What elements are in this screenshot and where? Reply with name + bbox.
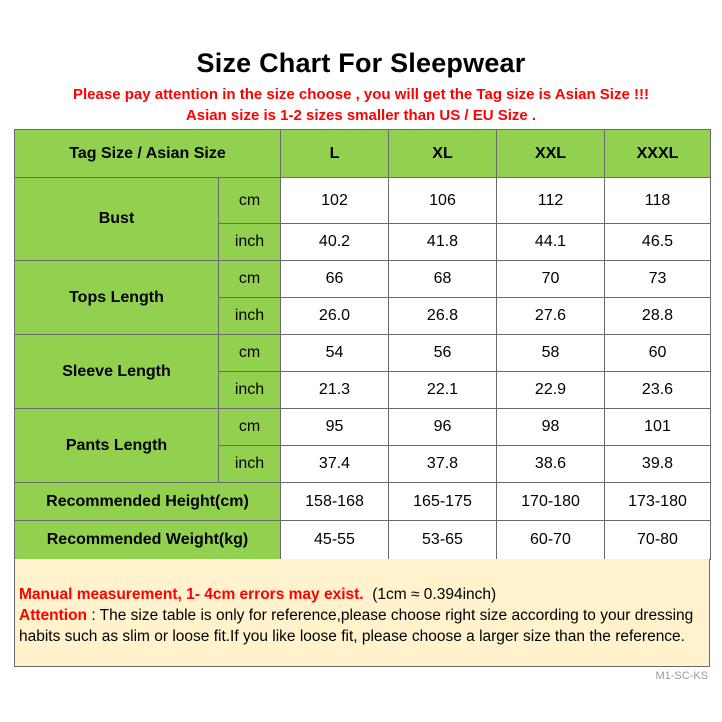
row-label-tops-length: Tops Length bbox=[15, 261, 219, 335]
table-cell: 68 bbox=[389, 261, 497, 298]
table-cell: 170-180 bbox=[497, 483, 605, 521]
table-cell: 26.0 bbox=[281, 298, 389, 335]
table-cell: 66 bbox=[281, 261, 389, 298]
table-cell: 37.4 bbox=[281, 446, 389, 483]
table-cell: 58 bbox=[497, 335, 605, 372]
attention-label: Attention bbox=[19, 607, 88, 624]
table-cell: 41.8 bbox=[389, 224, 497, 261]
product-code: M1-SC-KS bbox=[655, 670, 708, 682]
unit-cm: cm bbox=[219, 178, 281, 224]
unit-inch: inch bbox=[219, 372, 281, 409]
unit-inch: inch bbox=[219, 298, 281, 335]
table-cell: 106 bbox=[389, 178, 497, 224]
table-row bbox=[15, 261, 711, 298]
warning-asian-size: Please pay attention in the size choose , you will get the Tag size is Asian Size !!! bbox=[73, 86, 649, 103]
table-row bbox=[15, 335, 711, 372]
table-row bbox=[15, 483, 711, 521]
header-size-label: Tag Size / Asian Size bbox=[15, 130, 281, 178]
table-cell: 70-80 bbox=[605, 521, 711, 560]
table-cell: 70 bbox=[497, 261, 605, 298]
table-cell: 102 bbox=[281, 178, 389, 224]
table-cell: 96 bbox=[389, 409, 497, 446]
row-label-recommended-weight: Recommended Weight(kg) bbox=[15, 521, 281, 560]
table-cell: 101 bbox=[605, 409, 711, 446]
table-cell: 23.6 bbox=[605, 372, 711, 409]
table-cell: 45-55 bbox=[281, 521, 389, 560]
notes-panel bbox=[14, 559, 710, 667]
table-cell: 27.6 bbox=[497, 298, 605, 335]
table-cell: 73 bbox=[605, 261, 711, 298]
size-table bbox=[14, 129, 711, 560]
table-cell: 37.8 bbox=[389, 446, 497, 483]
row-label-sleeve-length: Sleeve Length bbox=[15, 335, 219, 409]
unit-cm: cm bbox=[219, 261, 281, 298]
table-cell: 60 bbox=[605, 335, 711, 372]
table-cell: 118 bbox=[605, 178, 711, 224]
table-cell: 46.5 bbox=[605, 224, 711, 261]
table-cell: 39.8 bbox=[605, 446, 711, 483]
unit-inch: inch bbox=[219, 446, 281, 483]
table-cell: 38.6 bbox=[497, 446, 605, 483]
table-cell: 173-180 bbox=[605, 483, 711, 521]
table-cell: 56 bbox=[389, 335, 497, 372]
unit-inch: inch bbox=[219, 224, 281, 261]
conversion-note: (1cm ≈ 0.394inch) bbox=[372, 586, 497, 603]
row-label-pants-length: Pants Length bbox=[15, 409, 219, 483]
table-cell: 40.2 bbox=[281, 224, 389, 261]
table-cell: 22.9 bbox=[497, 372, 605, 409]
unit-cm: cm bbox=[219, 335, 281, 372]
header-size-xxl: XXL bbox=[497, 130, 605, 178]
table-row bbox=[15, 409, 711, 446]
table-cell: 158-168 bbox=[281, 483, 389, 521]
table-cell: 165-175 bbox=[389, 483, 497, 521]
header-size-xl: XL bbox=[389, 130, 497, 178]
table-cell: 22.1 bbox=[389, 372, 497, 409]
warning-size-difference: Asian size is 1-2 sizes smaller than US / EU Size . bbox=[185, 107, 537, 124]
table-cell: 44.1 bbox=[497, 224, 605, 261]
table-cell: 60-70 bbox=[497, 521, 605, 560]
unit-cm: cm bbox=[219, 409, 281, 446]
header-size-l: L bbox=[281, 130, 389, 178]
table-row bbox=[15, 178, 711, 224]
table-cell: 21.3 bbox=[281, 372, 389, 409]
table-cell: 28.8 bbox=[605, 298, 711, 335]
table-cell: 53-65 bbox=[389, 521, 497, 560]
table-cell: 54 bbox=[281, 335, 389, 372]
table-row bbox=[15, 521, 711, 560]
header-size-xxxl: XXXL bbox=[605, 130, 711, 178]
row-label-bust: Bust bbox=[15, 178, 219, 261]
attention-text: : The size table is only for reference,please choose right size according to your dressing habits such as slim or loose fit.If you like loose fit, please choose a larger size than the reference. bbox=[19, 607, 694, 645]
row-label-recommended-height: Recommended Height(cm) bbox=[15, 483, 281, 521]
table-cell: 95 bbox=[281, 409, 389, 446]
manual-measurement-note: Manual measurement, 1- 4cm errors may exist. bbox=[19, 586, 364, 603]
table-cell: 26.8 bbox=[389, 298, 497, 335]
chart-title: Size Chart For Sleepwear bbox=[196, 48, 526, 78]
table-cell: 112 bbox=[497, 178, 605, 224]
table-cell: 98 bbox=[497, 409, 605, 446]
